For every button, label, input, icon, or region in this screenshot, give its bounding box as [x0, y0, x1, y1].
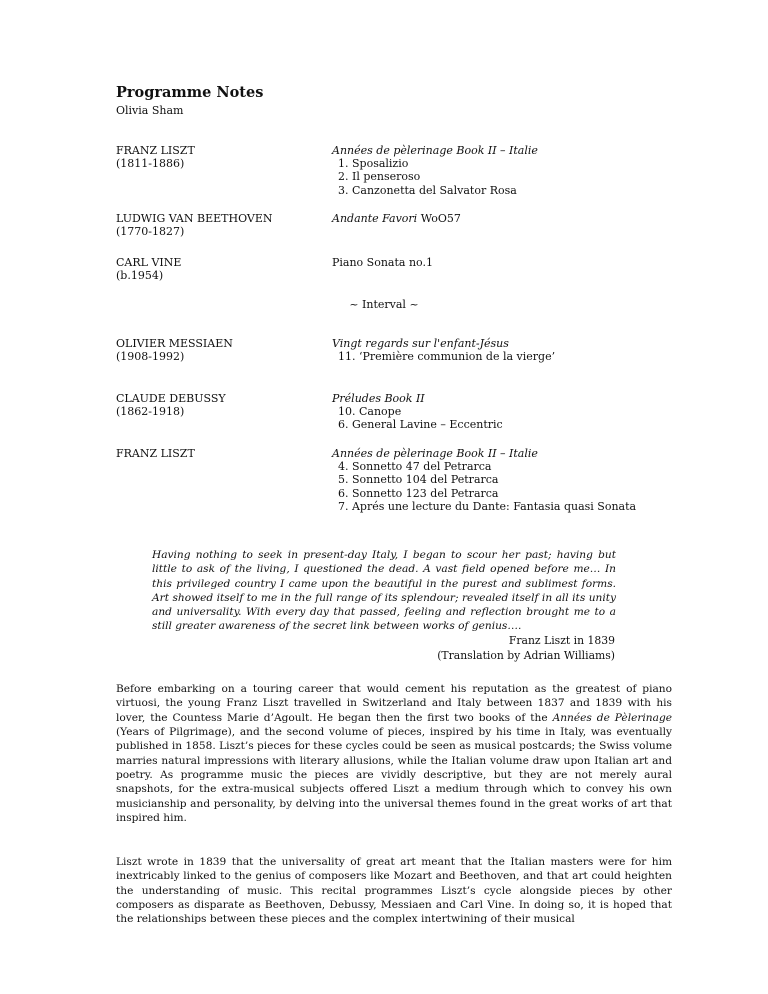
work-item: 6. General Lavine – Eccentric [338, 418, 503, 432]
composer-dates: (b.1954) [116, 269, 164, 283]
composer [116, 447, 316, 460]
work [332, 256, 702, 269]
work-item: 5. Sonnetto 104 del Petrarca [338, 473, 499, 487]
work-item: 3. Canzonetta del Salvator Rosa [338, 183, 517, 197]
composer [116, 337, 316, 363]
work [332, 212, 702, 225]
work-title: Années de pèlerinage Book II – Italie [332, 447, 538, 460]
work-item: 11. ‘Première communion de la vierge’ [338, 350, 556, 364]
body-paragraph: Liszt wrote in 1839 that the universality of great art meant that the Italian masters were for him inextricably linked to the genius of composers like Mozart and Beethoven, and that art could heighten the understanding of music. This recital programmes Liszt’s cycle alongside pieces by other composers as disparate as Beethoven, Debussy, Messiaen and Carl Vine. In doing so, it is hoped that the relationships between these pieces and the complex intertwining of their musical [116, 856, 672, 926]
work-title-italic: Andante Favori [332, 212, 418, 225]
work-title [332, 212, 702, 225]
composer-name: LUDWIG VAN BEETHOVEN [116, 212, 273, 225]
composer-name: CARL VINE [116, 256, 182, 269]
work [332, 144, 702, 197]
composer-dates: (1908-1992) [116, 350, 185, 364]
composer-dates: (1811-1886) [116, 157, 185, 171]
composer-name: CLAUDE DEBUSSY [116, 392, 226, 405]
work-title: Préludes Book II [332, 392, 425, 405]
composer [116, 144, 316, 170]
work-catalogue: WoO57 [417, 212, 461, 225]
body-paragraph [116, 682, 672, 825]
work-item: 10. Canope [338, 405, 402, 419]
composer-name: OLIVIER MESSIAEN [116, 337, 233, 350]
composer-name: FRANZ LISZT [116, 144, 195, 157]
work-item: 1. Sposalizio [338, 157, 409, 171]
work-item: 2. Il penseroso [338, 170, 421, 184]
work-item: 6. Sonnetto 123 del Petrarca [338, 486, 499, 500]
paragraph-text: (Years of Pilgrimage), and the second volume of pieces, inspired by his time in Italy, was eventually published in 1858. Liszt’s pieces for these cycles could be seen as musical postcards; the Swiss volume marries natural impressions with literary allusions, while the Italian volume draw upon Italian art and poetry. As programme music the pieces are vividly descriptive, but they are not merely aural snapshots, for the extra-musical subjects offered Liszt a medium through which to convey his own musicianship and personality, by delving into the universal themes found in the great works of art that inspired him. [116, 726, 672, 825]
composer [116, 212, 316, 238]
work-item: 7. Aprés une lecture du Dante: Fantasia quasi Sonata [338, 499, 637, 513]
work-item: 4. Sonnetto 47 del Petrarca [338, 460, 492, 474]
work [332, 392, 702, 432]
composer-name: FRANZ LISZT [116, 447, 195, 460]
work-title: Piano Sonata no.1 [332, 256, 433, 269]
interval-marker: ~ Interval ~ [349, 298, 419, 311]
composer-dates: (1862-1918) [116, 405, 185, 419]
composer [116, 392, 316, 418]
composer [116, 256, 316, 282]
work [332, 447, 702, 513]
work-title: Années de pèlerinage Book II – Italie [332, 144, 538, 157]
quote-attribution: Franz Liszt in 1839 [508, 634, 615, 647]
page-title: Programme Notes [116, 84, 264, 101]
work-title: Vingt regards sur l'enfant-Jésus [332, 337, 509, 350]
author-name: Olivia Sham [116, 104, 184, 117]
composer-dates: (1770-1827) [116, 225, 185, 239]
paragraph-text: Before embarking on a touring career that would cement his reputation as the greatest of piano virtuosi, the young Franz Liszt travelled in Switzerland and Italy between 1837 and 1839 with his lover, the Countess Marie d’Agoult. He began then the first two books of the [116, 683, 672, 724]
work-title-inline: Années de Pèlerinage [552, 711, 673, 724]
work [332, 337, 702, 363]
epigraph-quote: Having nothing to seek in present-day Italy, I began to scour her past; having but little to ask of the living, I questioned the dead. A vast field opened before me… In this privileged country I came upon the beautiful in the purest and sublimest forms. Art showed itself to me in the full range of its splendour; revealed itself in all its unity and universality. With every day that passed, feeling and reflection brought me to a still greater awareness of the secret link between works of genius…. [152, 549, 616, 633]
quote-translation-credit: (Translation by Adrian Williams) [437, 649, 615, 662]
